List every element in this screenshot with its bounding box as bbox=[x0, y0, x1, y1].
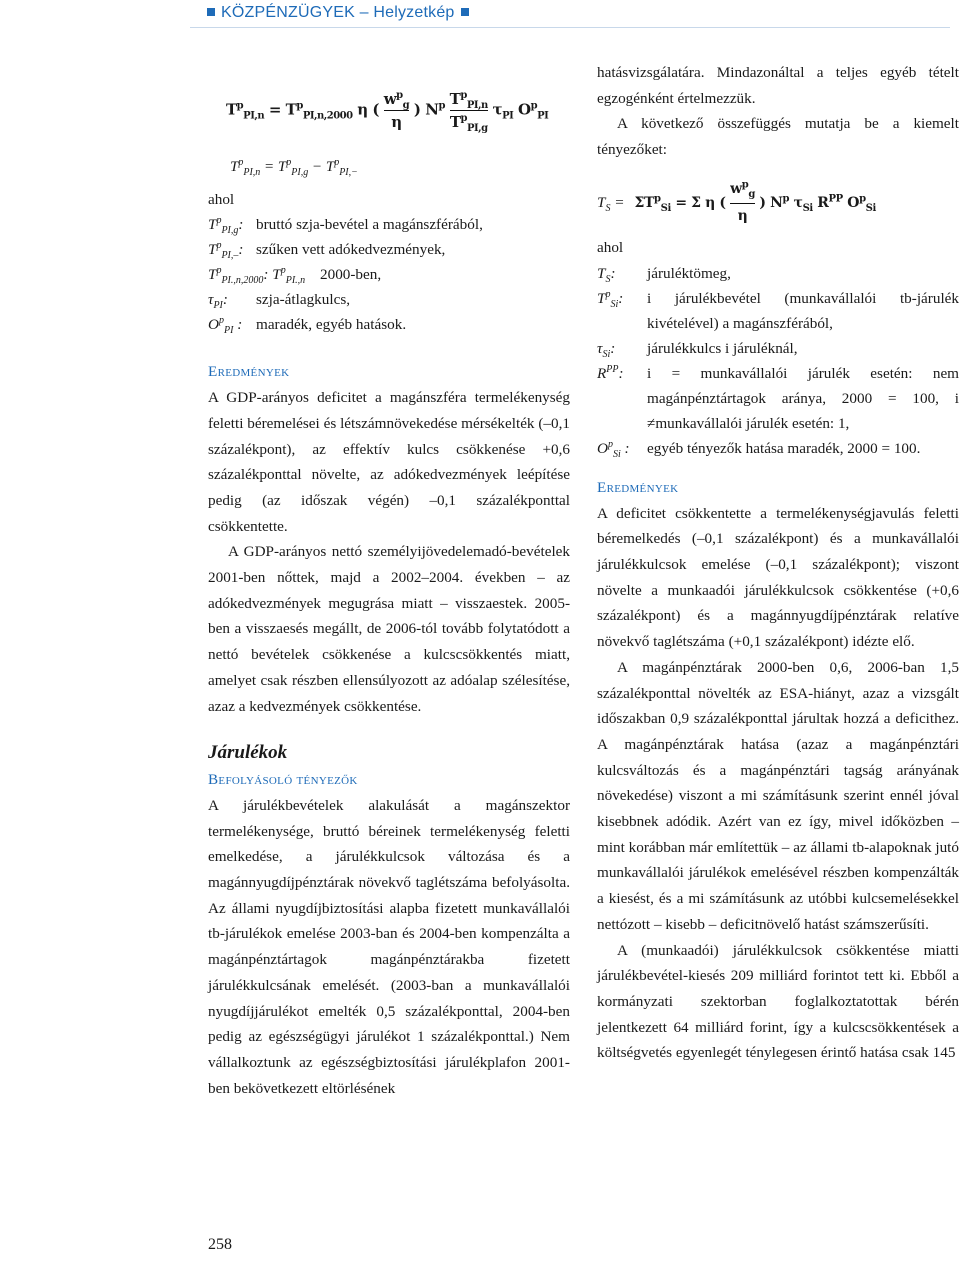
definition-item bbox=[208, 262, 570, 287]
definition-text: járulékkulcs i járuléknál, bbox=[647, 339, 798, 357]
paragraph: A magánpénztárak 2000-ben 0,6, 2006-ban 1,5 százalékponttal növelték az ESA-hiányt, azaz a vizsgált időszakban 0,9 százalékponttal járultak hozzá a deficithez. A magánpénztárak hatása (azaz a magánpénztári kulcsváltozás és a magánpénztári tagság arányának növekedése) viszont a mi számításunk szerint ennél jóval kisebbnek adódik. Azért van ez így, mivel időközben – mint korábban már említettük – az állami tb-alapoknak jutó munkavállalói járulékok emelésével részben kompenzálták a kiesést, és a mi számításunk az utóbbi kulcsemelésekkel nettózott – kisebb – deficitnövelő hatást számszerűsíti. bbox=[597, 658, 959, 933]
definition-symbol: $O^p_{Si}$ : bbox=[597, 438, 630, 460]
formula-pi-net-scan: $T^p_{PI,n} = T^p_{PI,n,2000}$ η ( $\frac{w^p_g}{\eta}$ ) $N^p$ $\frac{T^p_{PI,n}}{T^p_{PI,g}}$ $\tau_{PI}$ $O^p_{PI}$ bbox=[226, 90, 549, 134]
section-subheading: Befolyásoló tényezők bbox=[208, 771, 358, 789]
paragraph: A járulékbevételek alakulását a magánszektor termelékenysége, bruttó béreinek termelékenység feletti emelkedése, a járulékkulcsok változása és a magánnyugdíjpénztárak növekvő taglétszáma befolyásolta. Az állami nyugdíjbiztosítási alapba fizetett munkavállalói tb-járulékok emelése 2003-ban és 2004-ben kompenzálta a magánpénztártagok magánpénztárakba fizetett járulékkulcsának emelését. (2003-ban a munkavállalói nyugdíjjárulékot emelték 0,5 százalékponttal, 2004-ben pedig az egészségügyi járulékot 1 százalékponttal.) Nem vállalkoztunk az egészségbiztosítási járulékplafon 2001-ben bekövetkezett eltörlésének bbox=[208, 796, 570, 1097]
definition-item bbox=[597, 436, 959, 461]
definition-symbol: $T^p_{PI,-}$: bbox=[208, 240, 244, 262]
definition-list bbox=[208, 187, 570, 338]
formula-pi-net-decomposition: $T^p_{PI,n} = T^p_{PI,g} - T^p_{PI,-}$ bbox=[230, 157, 358, 178]
running-header-title: KÖZPÉNZÜGYEK – Helyzetkép bbox=[221, 4, 455, 21]
definition-symbol: $T^p_{PI.,n,2000}$: $T^p_{PI.,n}$ bbox=[208, 265, 306, 287]
ahol-label: ahol bbox=[597, 239, 624, 257]
definition-text: járuléktömeg, bbox=[647, 264, 731, 282]
definition-text: szűken vett adókedvezmények, bbox=[256, 241, 446, 259]
right-column bbox=[597, 60, 959, 1066]
definition-symbol: $T^p_{PI,g}$: bbox=[208, 215, 244, 237]
section-title: Járulékok bbox=[208, 742, 288, 764]
paragraph: A GDP-arányos deficitet a magánszféra termelékenység feletti béremelései és létszámnövekedése mérsékelték (–0,1 százalékpont), az effektív kulcs csökkenése +0,6 százalékponttal növelte, az adókedvezmények leépítése pedig (az időszak végén) –0,1 százalékponttal csökkentette. bbox=[208, 389, 570, 535]
definition-symbol: $R^{PP}$: bbox=[597, 363, 624, 382]
paragraph: A (munkaadói) járulékkulcsok csökkentése miatti járulékbevétel-kiesés 209 milliárd forintot tett ki. Ebből a kormányzati szektorban foglalkoztatottak bérén jelentkezett 64 milliárd forint, így a kulcscsökkentések a költségvetés egyenlegét ténylegesen érintő hatása csak 145 bbox=[597, 941, 959, 1062]
definition-text: szja-átlagkulcs, bbox=[256, 291, 351, 309]
section-subheading: Eredmények bbox=[597, 478, 679, 496]
ahol-label: ahol bbox=[208, 190, 235, 208]
running-header bbox=[207, 4, 469, 22]
definition-text: bruttó szja-bevétel a magánszférából, bbox=[256, 216, 483, 234]
definition-text: i járulékbevétel (munkavállalói tb-járulék kivételével) a magánszférából, bbox=[647, 289, 959, 332]
definition-symbol: $T_S$: bbox=[597, 264, 616, 285]
definition-text: 2000-ben, bbox=[320, 266, 382, 284]
formula-contributions: $T_S$ = $\Sigma T^p_{Si} = \Sigma$ η ( $w^p_g$ η ) $N^p$ $\tau_{Si}$ $R^{PP}$ $O^p_{Si}$ bbox=[597, 177, 959, 229]
definition-text: maradék, egyéb hatások. bbox=[256, 316, 407, 334]
definition-item bbox=[208, 312, 570, 337]
definition-symbol: $\tau_{Si}$: bbox=[597, 339, 616, 360]
definition-symbol: $\tau_{PI}$: bbox=[208, 291, 228, 312]
section-subheading: Eredmények bbox=[208, 363, 290, 381]
definition-list bbox=[597, 235, 959, 461]
definition-text: egyéb tényezők hatása maradék, 2000 = 100. bbox=[647, 439, 921, 457]
page-number: 258 bbox=[208, 1236, 232, 1253]
definition-text: i = munkavállalói járulék esetén: nem magánpénztártagok aránya, 2000 = 100, i ≠munkavállalói járulék esetén: 1, bbox=[647, 364, 959, 432]
definition-item bbox=[597, 261, 959, 286]
definition-item bbox=[597, 361, 959, 436]
definition-item bbox=[597, 336, 959, 361]
definition-item bbox=[208, 212, 570, 237]
square-bullet-icon bbox=[207, 8, 215, 16]
definition-symbol: $T^p_{Si}$: bbox=[597, 288, 624, 310]
paragraph: A GDP-arányos nettó személyijövedelemadó-bevételek 2001-ben nőttek, majd a 2002–2004. években – az adókedvezmények megugrása miatt – visszaestek. 2005-ben a visszaesés megállt, de 2006-tól tovább folytatódott a nettó bevételek csökkenése a kulcscsökkentés miatt, amelyet csak részben ellensúlyozott az adóalap szélesítése, azaz a kedvezmények csökkentése. bbox=[208, 543, 570, 715]
header-rule bbox=[190, 27, 950, 28]
definition-item bbox=[597, 286, 959, 336]
square-bullet-icon bbox=[461, 8, 469, 16]
left-column bbox=[208, 60, 570, 1101]
paragraph: A deficitet csökkentette a termelékenységjavulás feletti béremelkedés (–0,1 százalékpont) és a munkavállalói járulékkulcsok emelése (–0,1 százalékpont); viszont növelte a munkaadói járulékkulcsok csökkentése (+0,6 százalékpont) és a magánnyugdíjpénztárak relatíve növekvő taglétszáma (+0,1 százalékpont) idézte elő. bbox=[597, 504, 959, 651]
paragraph: hatásvizsgálatára. Mindazonáltal a teljes egyéb tételt egzogénként értelmezzük. bbox=[597, 64, 959, 107]
formula-contributions-scan: $\Sigma T^p_{Si} = \Sigma$ η ( $w^p_g$ η ) $N^p$ $\tau_{Si}$ $R^{PP}$ $O^p_{Si}$ bbox=[635, 177, 876, 229]
paragraph: A következő összefüggés mutatja be a kiemelt tényezőket: bbox=[597, 115, 959, 159]
definition-item bbox=[208, 287, 570, 312]
definition-symbol: $O^p_{PI}$ : bbox=[208, 315, 243, 337]
definition-item bbox=[208, 237, 570, 262]
